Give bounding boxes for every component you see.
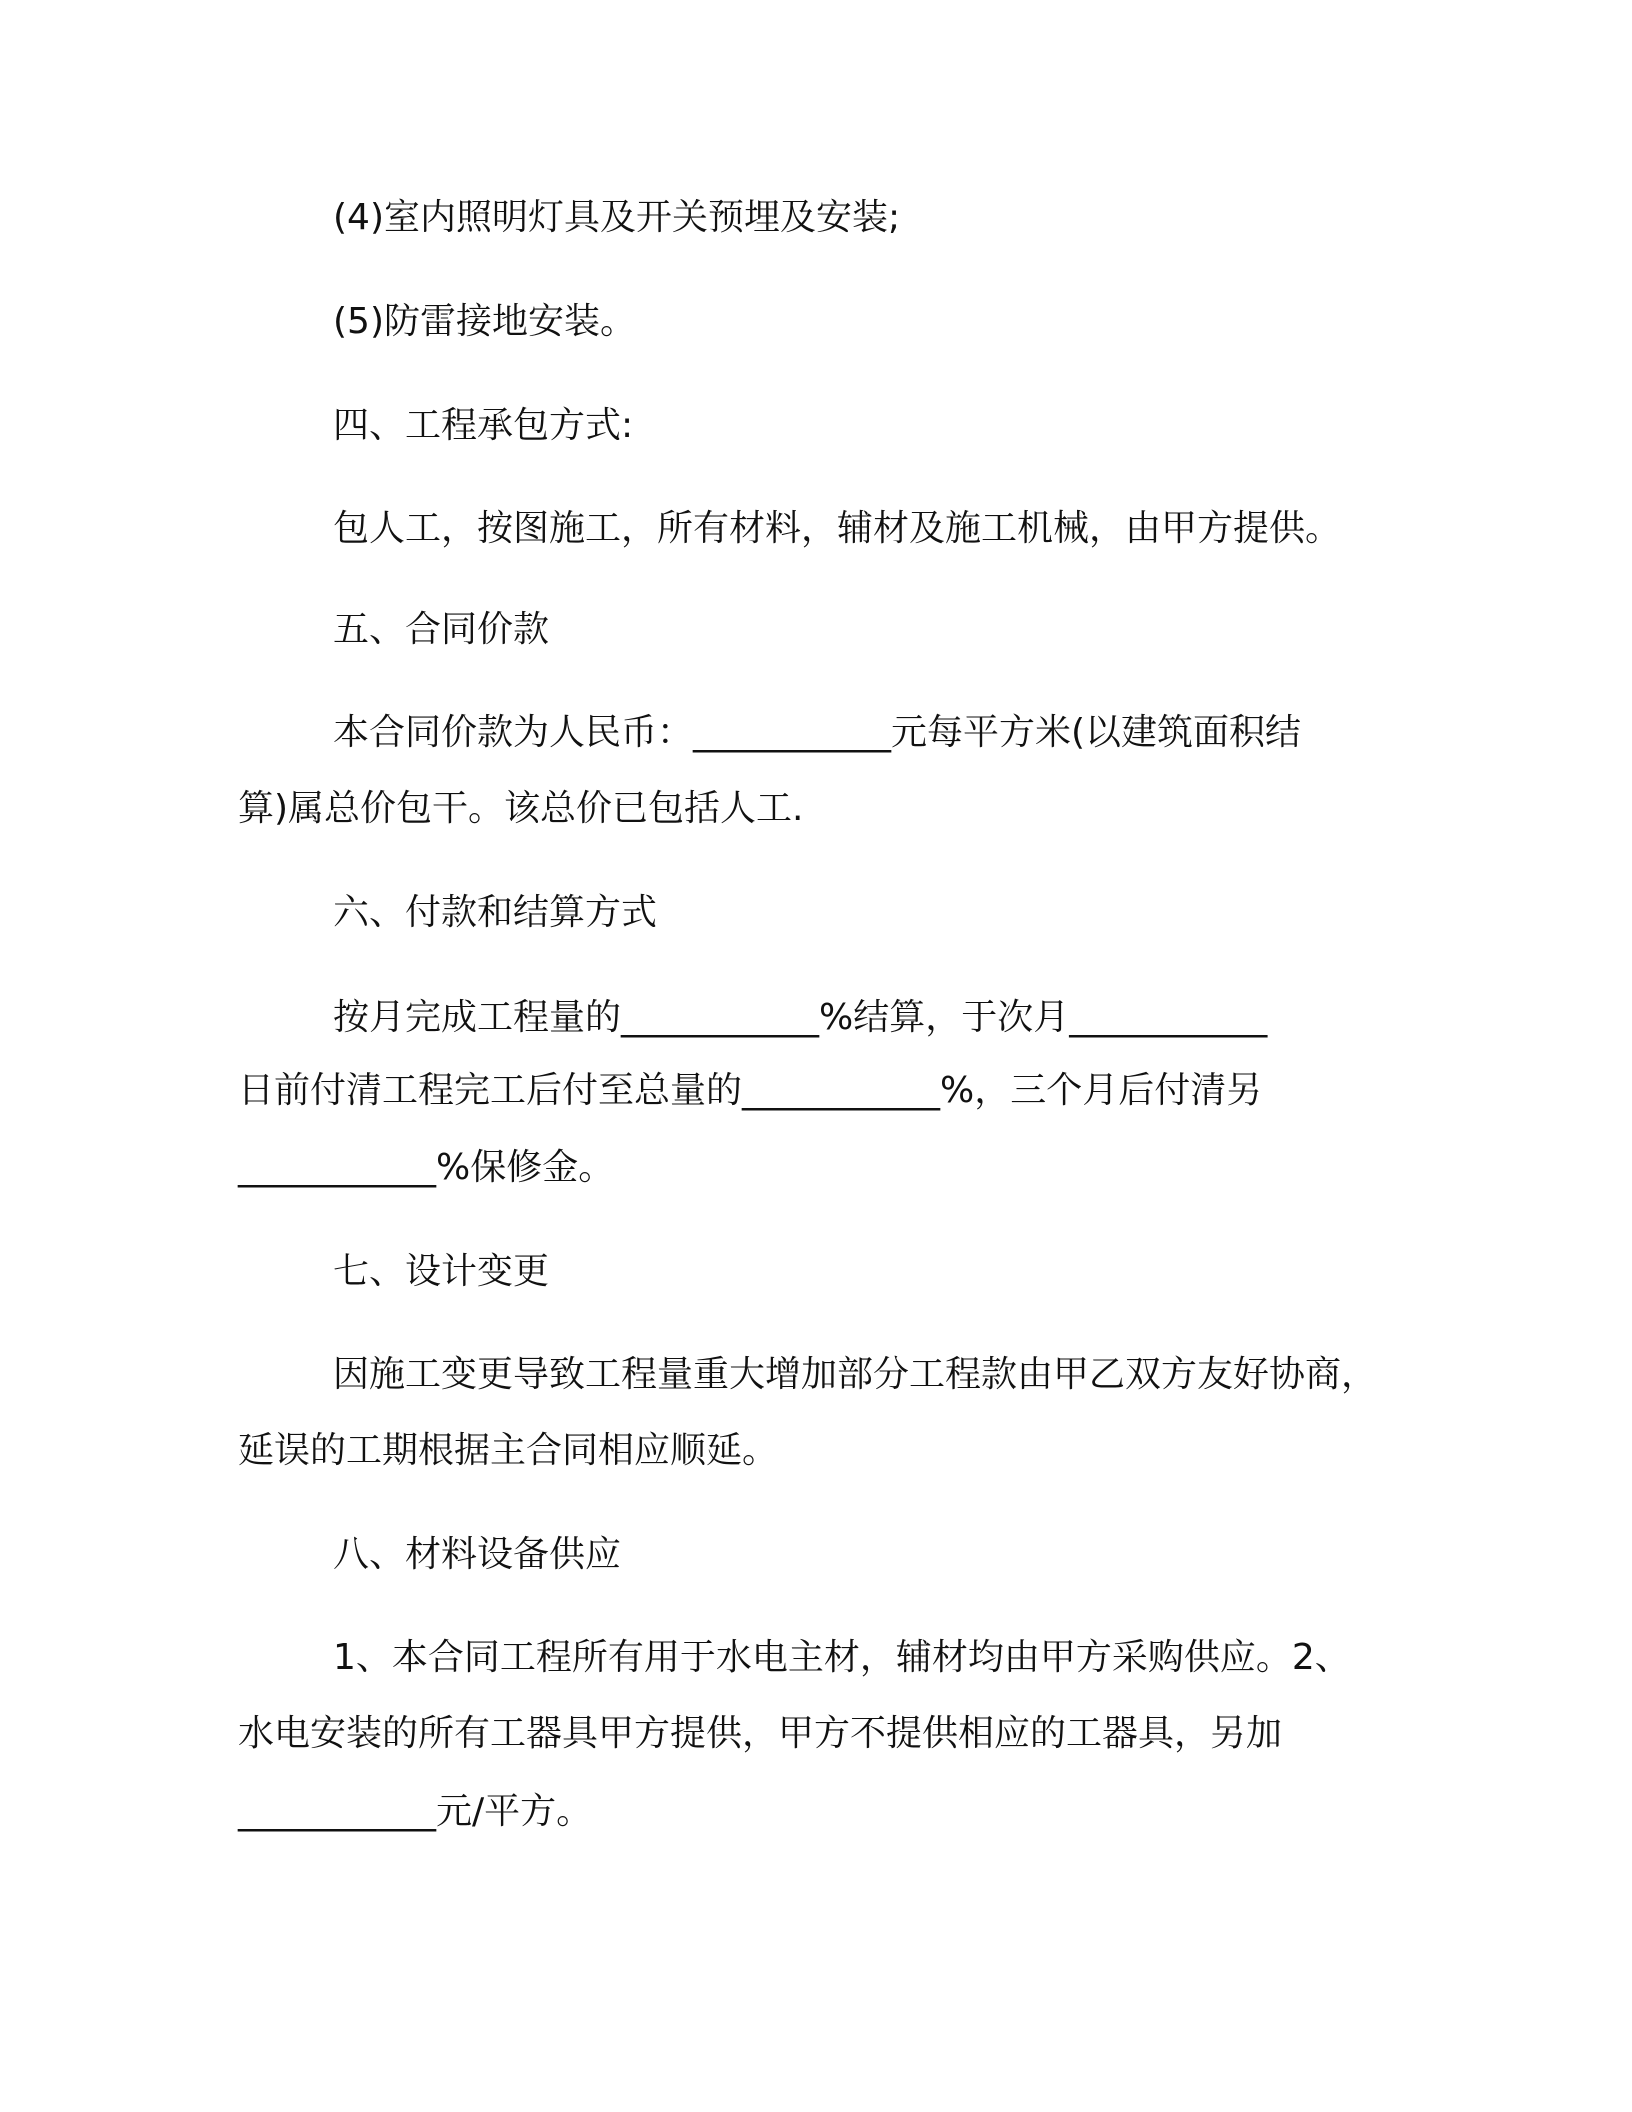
section-8-paragraph-line-2: 水电安装的所有工器具甲方提供，甲方不提供相应的工器具，另加 [238, 1713, 1283, 1754]
item-5-lightning-grounding: (5)防雷接地安装。 [333, 301, 636, 342]
section-6-paragraph-line-3: ___________%保修金。 [238, 1147, 615, 1188]
section-8-heading: 八、材料设备供应 [333, 1534, 622, 1575]
section-5-heading: 五、合同价款 [333, 609, 550, 650]
section-7-heading: 七、设计变更 [333, 1251, 550, 1292]
section-6-paragraph-line-2: 日前付清工程完工后付至总量的___________%，三个月后付清另 [238, 1070, 1263, 1111]
section-5-paragraph-line-2: 算)属总价包干。该总价已包括人工. [238, 788, 804, 829]
section-7-paragraph-line-1: 因施工变更导致工程量重大增加部分工程款由甲乙双方友好协商， [333, 1354, 1378, 1395]
section-6-paragraph-line-1: 按月完成工程量的___________%结算，于次月___________ [333, 997, 1268, 1038]
section-6-heading: 六、付款和结算方式 [333, 892, 658, 933]
section-5-paragraph-line-1: 本合同价款为人民币：___________元每平方米(以建筑面积结 [333, 712, 1302, 753]
section-4-paragraph: 包人工，按图施工，所有材料，辅材及施工机械，由甲方提供。 [333, 508, 1342, 549]
section-7-paragraph-line-2: 延误的工期根据主合同相应顺延。 [238, 1430, 779, 1471]
section-8-paragraph-line-1: 1、本合同工程所有用于水电主材，辅材均由甲方采购供应。2、 [333, 1637, 1351, 1678]
section-4-heading: 四、工程承包方式: [333, 405, 634, 446]
section-8-paragraph-line-3: ___________元/平方。 [238, 1791, 593, 1832]
item-4-lighting: (4)室内照明灯具及开关预埋及安装; [333, 197, 901, 238]
